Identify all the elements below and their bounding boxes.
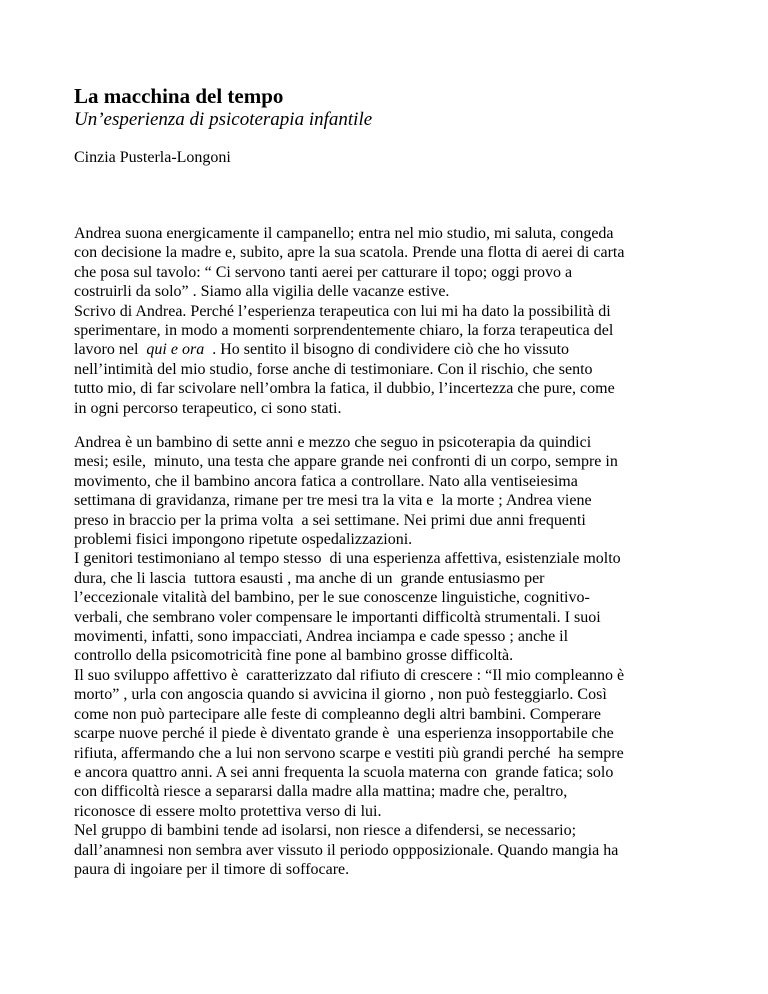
paragraph-2: [74, 433, 714, 879]
author-name: Cinzia Pusterla-Longoni: [74, 149, 231, 166]
paragraph-1: [74, 224, 714, 418]
text-run: lavoro nel: [74, 341, 147, 359]
paragraph-line: nell’intimità del mio studio, forse anche di testimoniare. Con il rischio, che sento: [74, 360, 593, 378]
paragraph-line: problemi fisici impongono ripetute ospedalizzazioni.: [74, 531, 413, 549]
paragraph-line: I genitori testimoniano al tempo stesso di una esperienza affettiva, esistenziale molto: [74, 550, 621, 568]
paragraph-line: scarpe nuove perché il piede è diventato grande è una esperienza insopportabile che: [74, 725, 614, 743]
document-subtitle: Un’esperienza di psicoterapia infantile: [74, 109, 373, 130]
paragraph-line: dura, che li lascia tuttora esausti , ma anche di un grande entusiasmo per: [74, 569, 545, 587]
paragraph-line: [74, 340, 714, 359]
paragraph-line: morto” , urla con angoscia quando si avvicina il giorno , non può festeggiarlo. Così: [74, 686, 607, 704]
paragraph-line: movimenti, infatti, sono impacciati, Andrea inciampa e cade spesso ; anche il: [74, 628, 569, 646]
paragraph-line: l’eccezionale vitalità del bambino, per le sue conoscenze linguistiche, cognitivo-: [74, 589, 590, 607]
paragraph-line: con decisione la madre e, subito, apre la sua scatola. Prende una flotta di aerei di carta: [74, 244, 625, 262]
paragraph-line: riconosce di essere molto protettiva verso di lui.: [74, 802, 382, 820]
document-title: La macchina del tempo: [74, 84, 284, 108]
paragraph-line: Scrivo di Andrea. Perché l’esperienza terapeutica con lui mi ha dato la possibilità di: [74, 302, 611, 320]
paragraph-line: movimento, che il bambino ancora fatica a controllare. Nato alla ventiseiesima: [74, 472, 578, 490]
text-run: . Ho sentito il bisogno di condividere ciò che ho vissuto: [204, 341, 570, 359]
paragraph-line: settimana di gravidanza, rimane per tre mesi tra la vita e la morte ; Andrea viene: [74, 492, 592, 510]
paragraph-line: Andrea è un bambino di sette anni e mezzo che seguo in psicoterapia da quindici: [74, 434, 592, 451]
paragraph-line: mesi; esile, minuto, una testa che appare grande nei confronti di un corpo, sempre in: [74, 453, 618, 471]
paragraph-line: verbali, che sembrano voler compensare le importanti difficoltà strumentali. I suoi: [74, 608, 601, 626]
paragraph-line: sperimentare, in modo a momenti sorprendentemente chiaro, la forza terapeutica del: [74, 322, 614, 340]
paragraph-line: come non può partecipare alle feste di compleanno degli altri bambini. Comperare: [74, 705, 601, 723]
paragraph-line: paura di ingoiare per il timore di soffocare.: [74, 860, 350, 878]
paragraph-line: Nel gruppo di bambini tende ad isolarsi, non riesce a difendersi, se necessario;: [74, 822, 577, 840]
paragraph-line: preso in braccio per la prima volta a sei settimane. Nei primi due anni frequenti: [74, 511, 586, 529]
paragraph-line: Andrea suona energicamente il campanello; entra nel mio studio, mi saluta, congeda: [74, 225, 614, 242]
paragraph-line: dall’anamnesi non sembra aver vissuto il periodo oppposizionale. Quando mangia ha: [74, 841, 619, 859]
paragraph-line: Il suo sviluppo affettivo è caratterizzato dal rifiuto di crescere : “Il mio compleanno è: [74, 666, 625, 684]
paragraph-line: in ogni percorso terapeutico, ci sono stati.: [74, 399, 342, 417]
paragraph-line: e ancora quattro anni. A sei anni frequenta la scuola materna con grande fatica; solo: [74, 763, 614, 781]
paragraph-line: con difficoltà riesce a separarsi dalla madre alla mattina; madre che, peraltro,: [74, 783, 568, 801]
paragraph-line: tutto mio, di far scivolare nell’ombra la fatica, il dubbio, l’incertezza che pure, come: [74, 380, 615, 398]
paragraph-line: controllo della psicomotricità fine pone al bambino grosse difficoltà.: [74, 647, 514, 665]
emphasis-text: qui e ora: [146, 341, 205, 359]
paragraph-line: che posa sul tavolo: “ Ci servono tanti aerei per catturare il topo; oggi provo a: [74, 263, 573, 281]
paragraph-line: rifiuta, affermando che a lui non servono scarpe e vestiti più grandi perché ha sempre: [74, 744, 624, 762]
paragraph-line: costruirli da solo” . Siamo alla vigilia delle vacanze estive.: [74, 283, 450, 301]
